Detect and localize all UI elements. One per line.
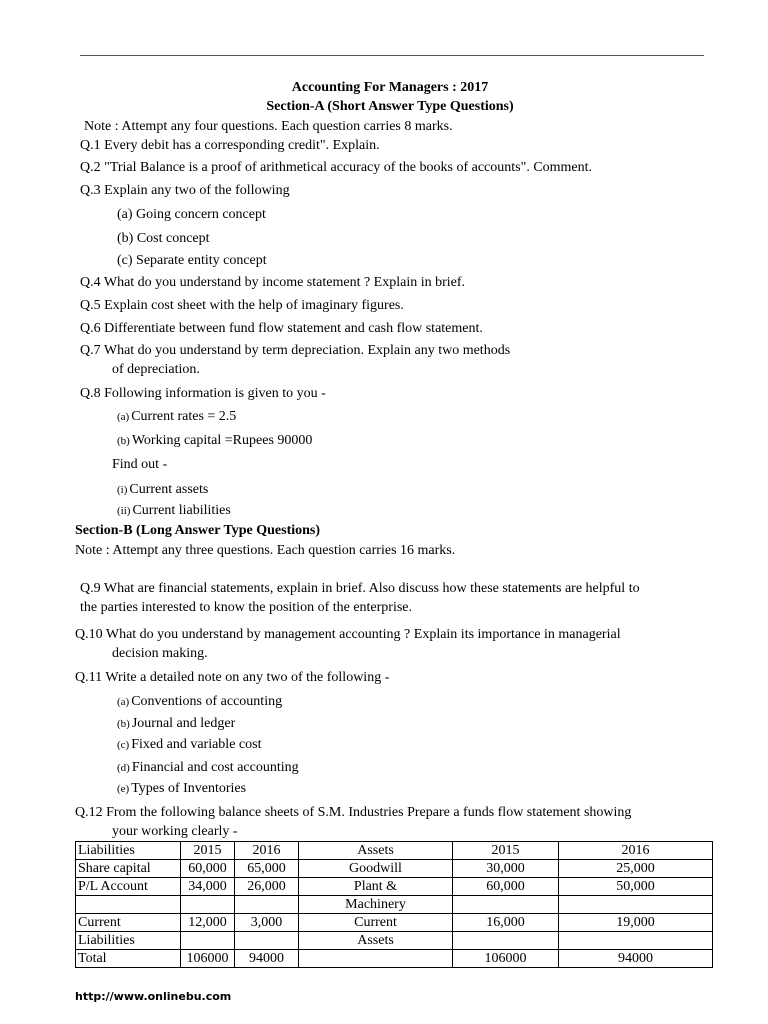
cell-liab-2015: 60,000 (181, 860, 235, 878)
item-text: Current assets (129, 482, 209, 497)
item-text: Working capital =Rupees 90000 (131, 433, 313, 448)
question-10-line-2: decision making. (112, 646, 208, 661)
cell-liab-2016: 94000 (235, 950, 299, 968)
cell-assets: Machinery (299, 896, 453, 914)
item-text: Financial and cost accounting (131, 760, 299, 775)
cell-assets-2015: 30,000 (453, 860, 559, 878)
question-5: Q.5 Explain cost sheet with the help of imaginary figures. (80, 298, 404, 313)
question-8: Q.8 Following information is given to you - (80, 386, 326, 401)
footer-url[interactable]: http://www.onlinebu.com (75, 990, 232, 1003)
cell-assets-2016: 94000 (559, 950, 713, 968)
cell-assets-2016 (559, 932, 713, 950)
cell-liabilities: Total (76, 950, 181, 968)
section-b-note: Note : Attempt any three questions. Each question carries 16 marks. (75, 543, 456, 558)
table-header-row (76, 842, 713, 860)
cell-assets-2016: 2016 (559, 842, 713, 860)
question-9-line-2: the parties interested to know the position of the enterprise. (80, 600, 413, 615)
table-row (76, 896, 713, 914)
cell-assets-2015: 2015 (453, 842, 559, 860)
cell-liab-2016: 2016 (235, 842, 299, 860)
top-rule (80, 55, 704, 56)
cell-assets-2015: 16,000 (453, 914, 559, 932)
cell-liab-2016: 65,000 (235, 860, 299, 878)
question-10-line-1: Q.10 What do you understand by management accounting ? Explain its importance in managerial (75, 627, 621, 642)
cell-assets-2016 (559, 896, 713, 914)
item-label: (e) (117, 783, 130, 795)
cell-liab-2015: 12,000 (181, 914, 235, 932)
table-row (76, 932, 713, 950)
question-8-find-out: Find out - (112, 457, 168, 472)
cell-liabilities: Current (76, 914, 181, 932)
item-label: (a) (117, 411, 130, 423)
balance-sheet-body (76, 842, 713, 968)
item-label: (c) (117, 739, 130, 751)
cell-assets-2016: 25,000 (559, 860, 713, 878)
cell-assets-2016: 50,000 (559, 878, 713, 896)
question-7-line-2: of depreciation. (112, 362, 200, 377)
question-4: Q.4 What do you understand by income statement ? Explain in brief. (80, 275, 466, 290)
cell-assets (299, 950, 453, 968)
cell-assets-2016: 19,000 (559, 914, 713, 932)
item-label: (ii) (117, 505, 131, 517)
table-row (76, 950, 713, 968)
cell-liabilities: Liabilities (76, 932, 181, 950)
item-text: Types of Inventories (131, 781, 247, 796)
question-8-find-item (117, 482, 208, 498)
question-1: Q.1 Every debit has a corresponding credit". Explain. (80, 138, 380, 153)
section-b-heading: Section-B (Long Answer Type Questions) (75, 523, 321, 538)
cell-assets: Plant & (299, 878, 453, 896)
question-12-line-1: Q.12 From the following balance sheets of S.M. Industries Prepare a funds flow statement showing (75, 805, 632, 820)
table-row (76, 878, 713, 896)
question-8-item (117, 433, 312, 449)
item-text: Conventions of accounting (131, 694, 283, 709)
section-a-heading: Section-A (Short Answer Type Questions) (266, 99, 514, 114)
question-2: Q.2 "Trial Balance is a proof of arithmetical accuracy of the books of accounts". Comment. (80, 160, 593, 175)
cell-liabilities: Liabilities (76, 842, 181, 860)
cell-assets: Goodwill (299, 860, 453, 878)
item-text: Journal and ledger (131, 716, 236, 731)
cell-assets: Assets (299, 932, 453, 950)
balance-sheet-table (75, 841, 713, 968)
item-text: Fixed and variable cost (131, 737, 262, 752)
cell-assets-2015: 60,000 (453, 878, 559, 896)
cell-liab-2016 (235, 932, 299, 950)
question-11-item (117, 781, 246, 797)
item-label: (i) (117, 484, 128, 496)
question-3-item: (a) Going concern concept (117, 207, 266, 222)
cell-liab-2015: 106000 (181, 950, 235, 968)
item-label: (a) (117, 696, 130, 708)
item-label: (d) (117, 762, 130, 774)
cell-liabilities: P/L Account (76, 878, 181, 896)
question-11-item (117, 716, 235, 732)
cell-assets: Current (299, 914, 453, 932)
item-label: (b) (117, 718, 130, 730)
question-11-item (117, 694, 282, 710)
paper-title: Accounting For Managers : 2017 (291, 80, 489, 95)
cell-liab-2016: 3,000 (235, 914, 299, 932)
question-9-line-1: Q.9 What are financial statements, explain in brief. Also discuss how these statements are helpful to (80, 581, 640, 596)
question-11-item (117, 760, 299, 776)
cell-liabilities: Share capital (76, 860, 181, 878)
question-11: Q.11 Write a detailed note on any two of the following - (75, 670, 390, 685)
cell-assets-2015: 106000 (453, 950, 559, 968)
question-8-item (117, 409, 236, 425)
cell-liab-2015: 34,000 (181, 878, 235, 896)
cell-liab-2016 (235, 896, 299, 914)
cell-assets-2015 (453, 932, 559, 950)
cell-assets-2015 (453, 896, 559, 914)
question-6: Q.6 Differentiate between fund flow statement and cash flow statement. (80, 321, 483, 336)
section-a-note: Note : Attempt any four questions. Each question carries 8 marks. (84, 119, 453, 134)
item-label: (b) (117, 435, 130, 447)
item-text: Current liabilities (132, 503, 231, 518)
table-row (76, 860, 713, 878)
table-row (76, 914, 713, 932)
cell-assets: Assets (299, 842, 453, 860)
question-3-item: (c) Separate entity concept (117, 253, 267, 268)
cell-liab-2015 (181, 896, 235, 914)
question-3-item: (b) Cost concept (117, 231, 210, 246)
item-text: Current rates = 2.5 (131, 409, 237, 424)
question-7-line-1: Q.7 What do you understand by term depreciation. Explain any two methods (80, 343, 511, 358)
question-11-item (117, 737, 261, 753)
question-12-line-2: your working clearly - (112, 824, 238, 839)
cell-liab-2015: 2015 (181, 842, 235, 860)
question-8-find-item (117, 503, 231, 519)
cell-liabilities (76, 896, 181, 914)
cell-liab-2015 (181, 932, 235, 950)
question-3: Q.3 Explain any two of the following (80, 183, 290, 198)
cell-liab-2016: 26,000 (235, 878, 299, 896)
